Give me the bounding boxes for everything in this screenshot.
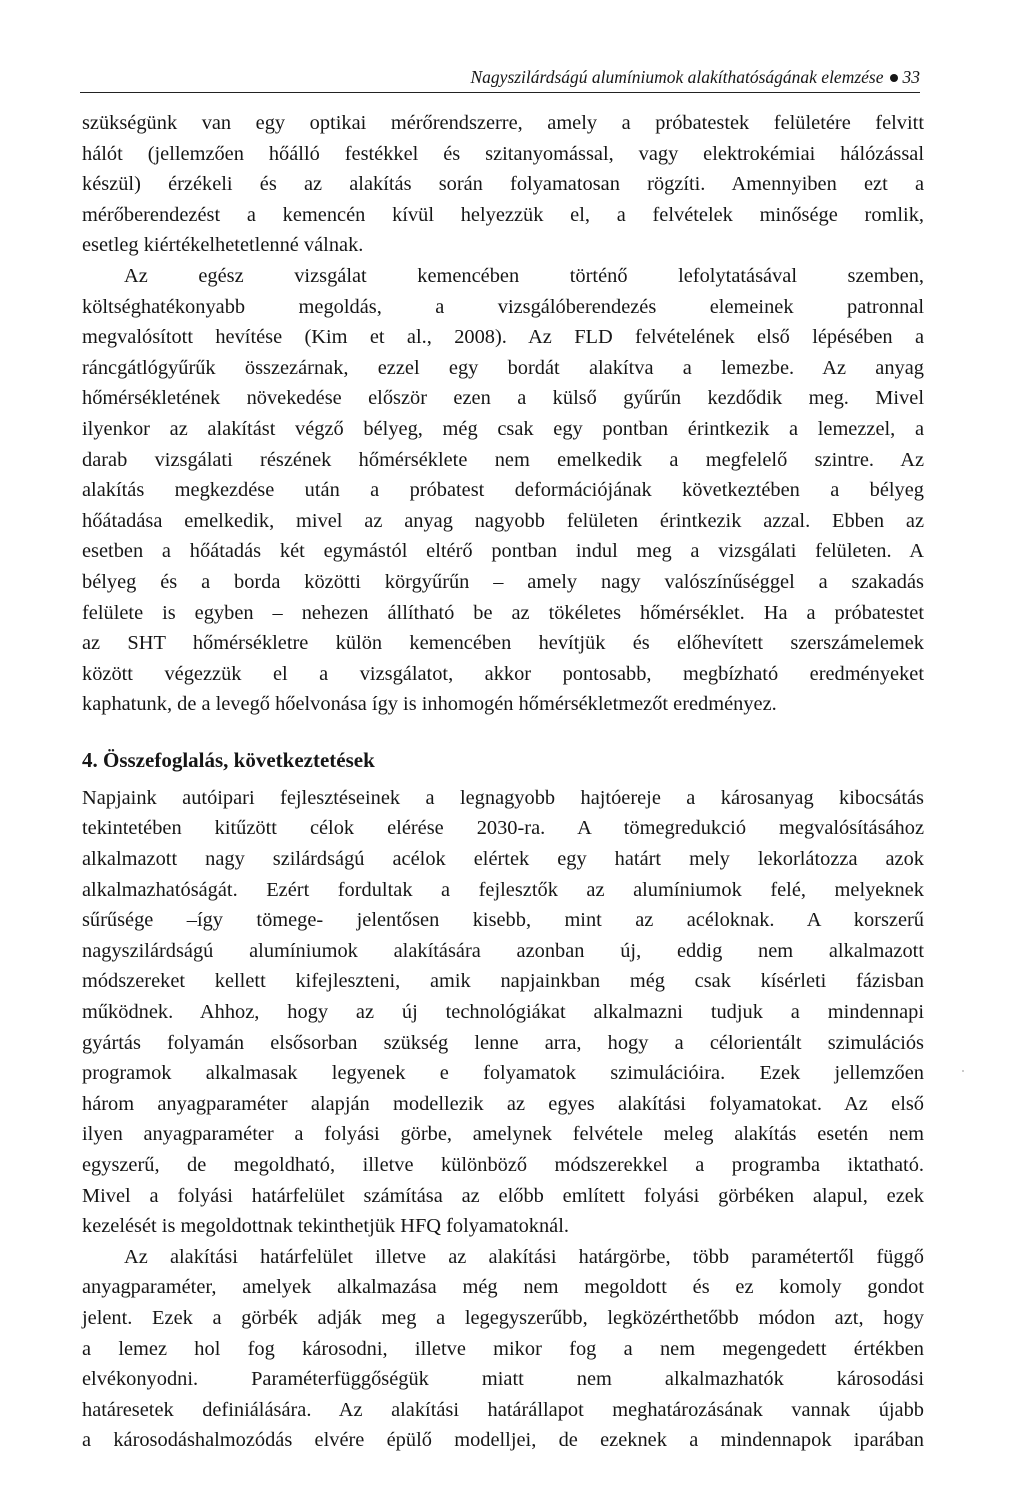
bullet-separator [890, 74, 898, 82]
text-line: sűrűsége –így tömege- jelentősen kisebb, mint az acéloknak. A korszerű [82, 909, 924, 932]
text-line: Mivel a folyási határfelület számítása az előbb említett folyási görbéken alapul, ezek [82, 1184, 924, 1207]
page-number: 33 [902, 67, 920, 87]
text-line: költséghatékonyabb megoldás, a vizsgálóberendezés elemeinek patronnal [82, 295, 924, 318]
text-line: darab vizsgálati részének hőmérséklete nem emelkedik a megfelelő szintre. Az [82, 448, 924, 471]
text-line: alkalmazott nagy szilárdságú acélok elértek egy határt mely lekorlátozza azok [82, 848, 924, 871]
text-line: alkalmazhatóságát. Ezért fordultak a fejlesztők az alumíniumok felé, melyeknek [82, 878, 924, 901]
text-line: az SHT hőmérsékletre külön kemencében hevítjük és előhevített szerszámelemek [82, 632, 924, 655]
scan-speck [962, 1070, 964, 1072]
text-line: felülete is egyben – nehezen állítható be az tökéletes hőmérséklet. Ha a próbatestet [82, 601, 924, 624]
text-line: Az egész vizsgálat kemencében történő lefolytatásával szemben, [124, 264, 924, 287]
text-line: hőmérsékletének növekedése először ezen a külső gyűrűn kezdődik meg. Mivel [82, 387, 924, 410]
text-line: között végezzük el a vizsgálatot, akkor pontosabb, megbízható eredményeket [82, 662, 924, 685]
section-heading: 4. Összefoglalás, következtetések [82, 747, 375, 772]
text-line: működnek. Ahhoz, hogy az új technológiákat alkalmazni tudjuk a mindennapi [82, 1001, 924, 1024]
text-line: nagyszilárdságú alumíniumok alakítására azonban új, eddig nem alkalmazott [82, 939, 924, 962]
text-line: ráncgátlógyűrűk összezárnak, ezzel egy bordát alakítva a lemezbe. Az anyag [82, 356, 924, 379]
paragraph-continued [82, 108, 924, 261]
text-line: ilyenkor az alakítást végző bélyeg, még csak egy pontban érintkezik a lemezzel, a [82, 417, 924, 440]
text-line: a lemez hol fog károsodni, illetve mikor fog a nem megengedett értékben [82, 1337, 924, 1360]
text-line: három anyagparaméter alapján modellezik az egyes alakítási folyamatokat. Az első [82, 1092, 924, 1115]
text-line: anyagparaméter, amelyek alkalmazása még nem megoldott és ez komoly gondot [82, 1276, 924, 1299]
text-line: egyszerű, de megoldható, illetve különböző módszerekkel a programba iktatható. [82, 1154, 924, 1176]
text-line: bélyeg és a borda közötti körgyűrűn – amely nagy valószínűséggel a szakadás [82, 570, 924, 593]
text-line: készül) érzékeli és az alakítás során folyamatosan rögzíti. Amennyiben ezt a [82, 173, 924, 196]
running-title: Nagyszilárdságú alumíniumok alakíthatóságának elemzése [470, 67, 884, 87]
text-line: kezelését is megoldottnak tekinthetjük HFQ folyamatoknál. [82, 1215, 569, 1238]
text-line: a károsodáshalmozódás elvére épülő modelljei, de ezeknek a mindennapok iparában [82, 1429, 924, 1452]
text-line: alakítás megkezdése után a próbatest deformációjának következtében a bélyeg [82, 479, 924, 502]
text-line: gyártás folyamán elsősorban szükség lenne arra, hogy a célorientált szimulációs [82, 1031, 924, 1054]
text-line: ilyen anyagparaméter a folyási görbe, amelynek felvétele meleg alakítás esetén nem [82, 1123, 924, 1146]
text-line: tekintetében kitűzött célok elérése 2030-ra. A tömegredukció megvalósításához [82, 817, 924, 840]
text-line: elvékonyodni. Paraméterfüggőségük miatt nem alkalmazhatók károsodási [82, 1368, 924, 1391]
text-line: jelent. Ezek a görbék adják meg a legegyszerűbb, legközérthetőbb módon azt, hogy [82, 1306, 924, 1329]
running-header [80, 66, 920, 93]
text-line: hálót (jellemzően hőálló festékkel és szitanyomással, vagy elektrokémiai hálózással [82, 142, 924, 165]
text-line: esetben a hőátadás két egymástól eltérő pontban indul meg a vizsgálati felületen. A [82, 540, 924, 563]
paragraph-heating [82, 261, 924, 720]
text-line: szükségünk van egy optikai mérőrendszerre, amely a próbatestek felületére felvitt [82, 112, 924, 134]
text-line: hőátadása emelkedik, mivel az anyag nagyobb felületen érintkezik azzal. Ebben az [82, 509, 924, 532]
paragraph-forming-limit [82, 1242, 924, 1456]
text-line: megvalósított hevítése (Kim et al., 2008). Az FLD felvételének első lépésében a [82, 326, 924, 349]
text-line: határesetek definiálására. Az alakítási határállapot meghatározásának vannak újabb [82, 1398, 924, 1421]
text-line: programok alkalmasak legyenek e folyamatok szimulációira. Ezek jellemzően [82, 1062, 924, 1085]
paragraph-summary [82, 783, 924, 1242]
text-line: Az alakítási határfelület illetve az alakítási határgörbe, több paramétertől függő [124, 1245, 924, 1268]
body-text [82, 108, 924, 1456]
text-line: kaphatunk, de a levegő hőelvonása így is inhomogén hőmérsékletmezőt eredményez. [82, 693, 777, 716]
text-line: módszereket kellett kifejleszteni, amik napjainkban még csak kísérleti fázisban [82, 970, 924, 993]
text-line: mérőberendezést a kemencén kívül helyezzük el, a felvételek minősége romlik, [82, 203, 924, 226]
text-line: esetleg kiértékelhetetlenné válnak. [82, 234, 364, 257]
text-line: Napjaink autóipari fejlesztéseinek a legnagyobb hajtóereje a károsanyag kibocsátás [82, 786, 924, 809]
